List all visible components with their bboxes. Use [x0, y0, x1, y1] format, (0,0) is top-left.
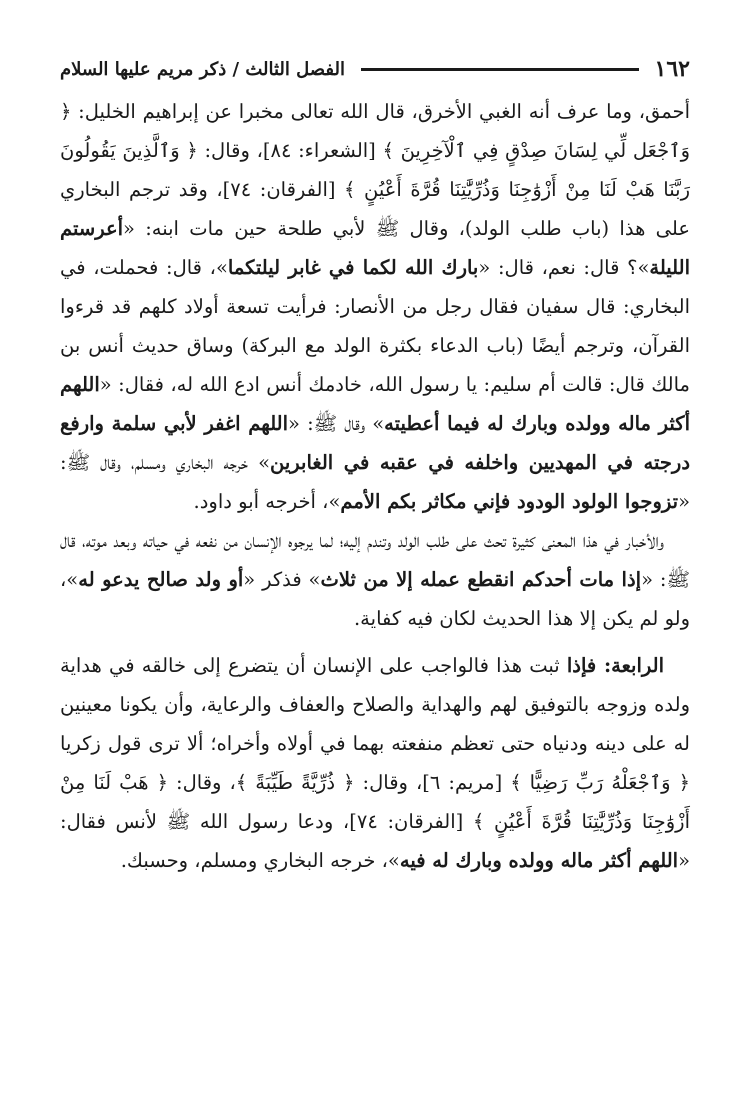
text-run: »، أخرجه أبو داود. [193, 490, 341, 513]
section-label: الرابعة: [603, 654, 665, 677]
text-run: والأخبار في هذا المعنى كثيرة تحث على طلب الولد وتندم إليه؛ لما يرجوه الإنسان من نفعه في حياته وبعد موته، قال ﷺ: « [60, 529, 691, 591]
hadith-quote: أو ولد صالح يدعو له [78, 568, 244, 591]
text-run: فإذا [566, 654, 604, 677]
hadith-quote: أعرستم الليلة [60, 217, 690, 279]
text-run: » وقال ﷺ: « [288, 412, 385, 435]
text-run: » فذكر « [243, 568, 321, 591]
hadith-quote: تزوجوا الولود الودود فإني مكاثر بكم الأمم [340, 490, 679, 513]
header-rule [361, 68, 639, 71]
body-text [60, 92, 690, 880]
text-run: »، قال: فحملت، في البخاري: قال سفيان فقال رجل من الأنصار: فرأيت تسعة أولاد كلهم قد قرءوا القرآن، وترجم أيضًا (باب الدعاء بكثرة الولد مع البركة) وساق حديث أنس بن مالك قال: قالت أم سليم: يا رسول الله، خادمك أنس ادع الله له، فقال: « [60, 256, 690, 396]
text-run: »؟ قال: نعم، قال: « [478, 256, 650, 279]
hadith-quote: اللهم أكثر ماله وولده وبارك له فيه [399, 849, 679, 872]
text-run: »، خرجه البخاري ومسلم، وحسبك. [120, 849, 400, 872]
page-header [60, 52, 690, 86]
text-run: » خرجه البخاري ومسلم، وقال ﷺ: « [60, 451, 690, 513]
text-run: »، ولو لم يكن إلا هذا الحديث لكان فيه كفاية. [60, 568, 690, 630]
hadith-quote: اللهم أكثر ماله وولده وبارك له فيما أعطيته [60, 373, 690, 435]
paragraph-1 [60, 92, 690, 521]
hadith-quote: اللهم اغفر لأبي سلمة وارفع درجته في المهديين واخلفه في عقبه في الغابرين [60, 412, 691, 474]
book-page [60, 52, 690, 880]
page-number: ١٦٢ [654, 56, 690, 82]
text-run: ثبت هذا فالواجب على الإنسان أن يتضرع إلى خالقه في هداية ولده وزوجه بالتوفيق لهم والهداية والصلاح والعفاف والرعاية، وأن يكونا معينين له على دينه ودنياه حتى تعظم منفعته بهما في أولاه وأخراه؛ ألا ترى قول زكريا ﴿ وَٱجْعَلْهُ رَبِّ رَضِيًّا ﴾ [مريم: ٦]، وقال: ﴿ ذُرِّيَّةً طَيِّبَةً ﴾، وقال: ﴿ هَبْ لَنَا مِنْ أَزْوَٰجِنَا وَذُرِّيَّٰتِنَا قُرَّةَ أَعْيُنٍ ﴾ [الفرقان: ٧٤]، ودعا رسول الله ﷺ لأنس فقال: « [60, 654, 690, 872]
hadith-quote: إذا مات أحدكم انقطع عمله إلا من ثلاث [320, 568, 642, 591]
paragraph-3 [60, 646, 690, 880]
paragraph-2 [60, 521, 690, 638]
hadith-quote: بارك الله لكما في غابر ليلتكما [227, 256, 479, 279]
text-run: أحمق، وما عرف أنه الغبي الأخرق، قال الله تعالى مخبرا عن إبراهيم الخليل: ﴿ وَٱجْعَل لِّي لِسَانَ صِدْقٍ فِي ٱلْآخِرِينَ ﴾ [الشعراء: ٨٤]، وقال: ﴿ وَٱلَّذِينَ يَقُولُونَ رَبَّنَا هَبْ لَنَا مِنْ أَزْوَٰجِنَا وَذُرِّيَّٰتِنَا قُرَّةَ أَعْيُنٍ ﴾ [الفرقان: ٧٤]، وقد ترجم البخاري على هذا (باب طلب الولد)، وقال ﷺ لأبي طلحة حين مات ابنه: « [60, 100, 690, 240]
chapter-title: الفصل الثالث / ذكر مريم عليها السلام [60, 58, 345, 80]
